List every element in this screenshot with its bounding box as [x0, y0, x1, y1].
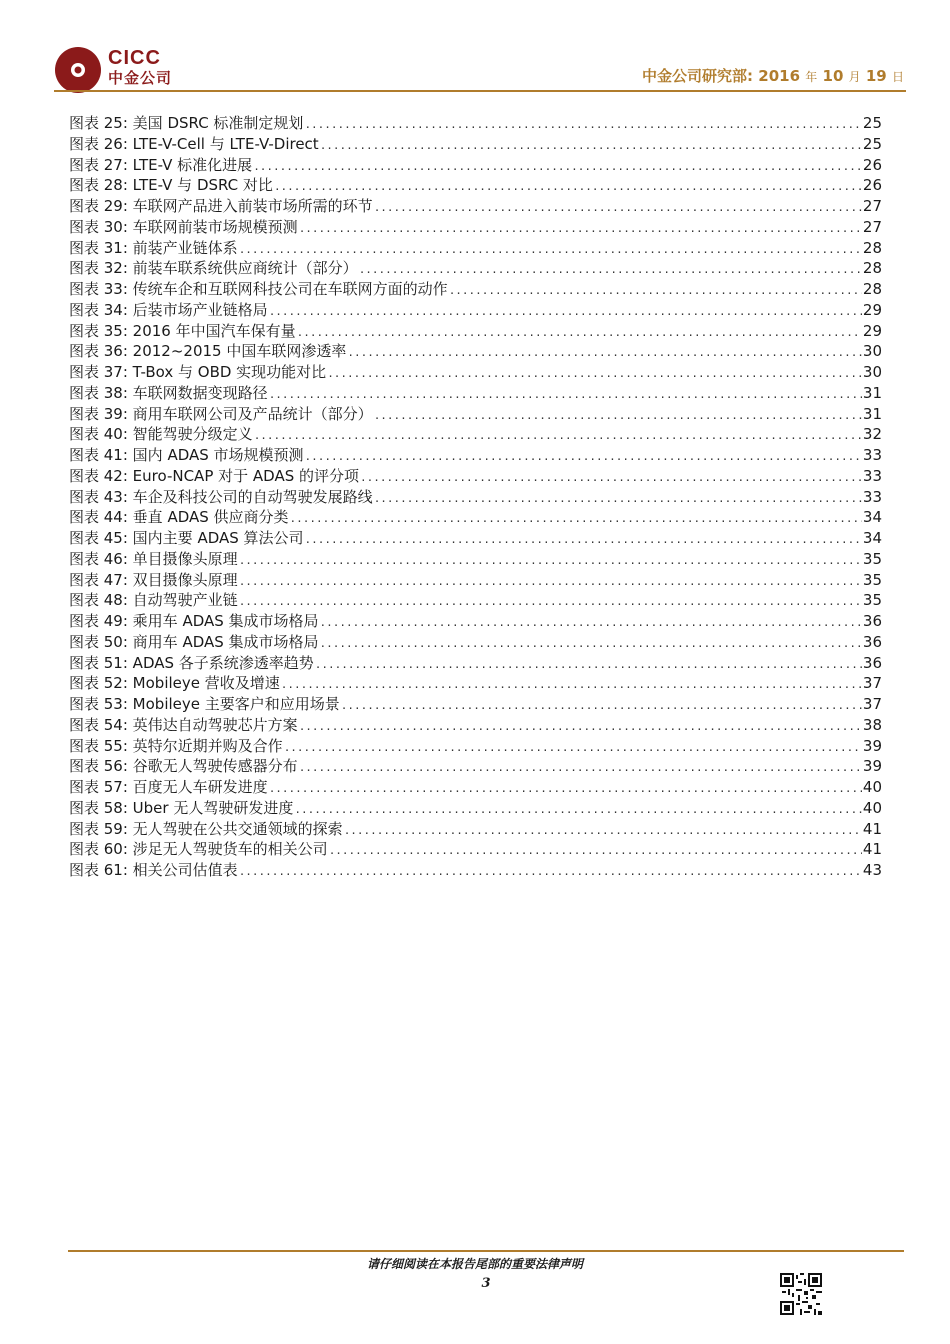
toc-entry-label: 图表 40: 智能驾驶分级定义 [69, 425, 253, 444]
toc-dot-leader [269, 779, 862, 800]
toc-dot-leader [315, 655, 862, 676]
toc-entry-page: 35 [862, 591, 882, 610]
toc-dot-leader [374, 198, 862, 219]
toc-dot-leader [253, 157, 862, 178]
department-date [642, 66, 904, 87]
toc-entry-page: 37 [862, 695, 882, 713]
toc-entry-page: 28 [862, 259, 882, 278]
toc-entry[interactable] [69, 341, 882, 362]
toc-entry-label: 图表 60: 涉足无人驾驶货车的相关公司 [69, 840, 328, 859]
toc-dot-leader [239, 862, 862, 883]
year-unit: 年 [805, 70, 818, 84]
toc-dot-leader [327, 364, 862, 385]
toc-dot-leader [329, 841, 862, 862]
toc-entry[interactable] [69, 653, 882, 674]
toc-entry[interactable] [69, 238, 882, 259]
table-of-figures [69, 113, 882, 881]
toc-entry-page: 30 [862, 363, 882, 381]
toc-entry-page: 25 [862, 134, 882, 153]
toc-entry-page: 35 [862, 549, 882, 568]
toc-dot-leader [299, 758, 862, 779]
toc-entry-page: 36 [862, 612, 882, 630]
toc-entry-label: 图表 46: 单目摄像头原理 [69, 549, 238, 568]
toc-dot-leader [284, 738, 862, 759]
toc-entry[interactable] [69, 777, 882, 798]
toc-entry-page: 28 [862, 280, 882, 298]
toc-entry-label: 图表 51: ADAS 各子系统渗透率趋势 [69, 653, 314, 672]
toc-entry[interactable] [69, 113, 882, 134]
toc-entry[interactable] [69, 445, 882, 466]
toc-dot-leader [374, 489, 862, 510]
toc-entry-label: 图表 31: 前装产业链体系 [69, 238, 238, 257]
toc-dot-leader [347, 343, 862, 364]
toc-entry-label: 图表 27: LTE-V 标准化进展 [69, 155, 253, 174]
toc-entry[interactable] [69, 321, 882, 342]
toc-entry[interactable] [69, 175, 882, 196]
toc-dot-leader [239, 551, 862, 572]
toc-dot-leader [239, 572, 862, 593]
toc-dot-leader [304, 115, 861, 136]
toc-entry-page: 34 [862, 529, 882, 547]
toc-entry-label: 图表 58: Uber 无人驾驶研发进度 [69, 798, 294, 817]
month-unit: 月 [848, 70, 861, 84]
toc-entry-page: 41 [862, 840, 882, 859]
toc-entry-page: 36 [862, 632, 882, 651]
toc-entry-page: 39 [862, 757, 882, 776]
toc-entry-label: 图表 26: LTE-V-Cell 与 LTE-V-Direct [69, 134, 319, 153]
date-day: 19 [865, 67, 887, 85]
toc-entry[interactable] [69, 217, 882, 238]
toc-entry-page: 43 [862, 861, 882, 879]
toc-entry[interactable] [69, 155, 882, 176]
toc-entry[interactable] [69, 528, 882, 549]
toc-entry-page: 28 [862, 238, 882, 257]
toc-entry[interactable] [69, 362, 882, 383]
toc-entry[interactable] [69, 632, 882, 653]
toc-dot-leader [305, 447, 862, 468]
toc-entry[interactable] [69, 507, 882, 528]
toc-dot-leader [269, 385, 862, 406]
toc-dot-leader [374, 406, 862, 427]
toc-entry-page: 35 [862, 570, 882, 589]
toc-entry-page: 27 [862, 217, 882, 236]
toc-dot-leader [297, 323, 862, 344]
toc-entry[interactable] [69, 694, 882, 715]
toc-entry[interactable] [69, 466, 882, 487]
header-divider [54, 90, 906, 92]
toc-entry-label: 图表 36: 2012~2015 中国车联网渗透率 [69, 342, 347, 361]
toc-dot-leader [290, 509, 862, 530]
brand-name-cn: 中金公司 [108, 69, 173, 87]
toc-entry[interactable] [69, 134, 882, 155]
toc-entry-label: 图表 43: 车企及科技公司的自动驾驶发展路线 [69, 487, 373, 506]
toc-entry-page: 33 [862, 446, 882, 464]
toc-entry-page: 27 [862, 197, 882, 215]
toc-dot-leader [341, 696, 862, 717]
toc-entry[interactable] [69, 383, 882, 404]
toc-entry-page: 40 [862, 778, 882, 796]
toc-entry[interactable] [69, 404, 882, 425]
toc-entry-label: 图表 41: 国内 ADAS 市场规模预测 [69, 446, 304, 464]
toc-entry-label: 图表 48: 自动驾驶产业链 [69, 591, 238, 610]
page-number: 3 [481, 1276, 491, 1291]
toc-entry-page: 31 [862, 404, 882, 423]
toc-entry-page: 34 [862, 508, 882, 527]
toc-entry[interactable] [69, 258, 882, 279]
toc-entry-label: 图表 55: 英特尔近期并购及合作 [69, 736, 283, 755]
toc-entry-page: 39 [862, 736, 882, 755]
toc-entry-label: 图表 28: LTE-V 与 DSRC 对比 [69, 176, 273, 195]
toc-dot-leader [320, 634, 862, 655]
toc-entry-label: 图表 52: Mobileye 营收及增速 [69, 674, 280, 693]
page-header [0, 0, 950, 96]
toc-dot-leader [344, 821, 862, 842]
toc-entry[interactable] [69, 736, 882, 757]
toc-entry-label: 图表 44: 垂直 ADAS 供应商分类 [69, 508, 289, 527]
toc-entry[interactable] [69, 839, 882, 860]
footer-divider [68, 1250, 904, 1252]
brand-name-en: CICC [108, 47, 161, 69]
toc-entry-page: 38 [862, 715, 882, 734]
toc-entry[interactable] [69, 424, 882, 445]
toc-entry[interactable] [69, 300, 882, 321]
toc-entry-label: 图表 56: 谷歌无人驾驶传感器分布 [69, 757, 298, 776]
toc-dot-leader [294, 800, 862, 821]
toc-entry-page: 33 [862, 466, 882, 485]
toc-entry-label: 图表 50: 商用车 ADAS 集成市场格局 [69, 632, 319, 651]
toc-entry-label: 图表 45: 国内主要 ADAS 算法公司 [69, 529, 304, 547]
toc-dot-leader [320, 136, 862, 157]
toc-entry-page: 41 [862, 819, 882, 838]
toc-entry[interactable] [69, 860, 882, 881]
toc-entry-label: 图表 34: 后装市场产业链格局 [69, 300, 268, 319]
toc-entry-page: 40 [862, 798, 882, 817]
toc-entry-page: 33 [862, 487, 882, 506]
toc-entry-label: 图表 37: T-Box 与 OBD 实现功能对比 [69, 363, 327, 381]
toc-entry-label: 图表 42: Euro-NCAP 对于 ADAS 的评分项 [69, 466, 360, 485]
toc-dot-leader [274, 177, 862, 198]
toc-dot-leader [305, 530, 862, 551]
toc-dot-leader [281, 675, 862, 696]
toc-entry[interactable] [69, 196, 882, 217]
toc-entry-label: 图表 38: 车联网数据变现路径 [69, 383, 268, 402]
toc-dot-leader [359, 260, 862, 281]
toc-entry-page: 26 [862, 176, 882, 195]
legal-disclaimer: 请仔细阅读在本报告尾部的重要法律声明 [366, 1257, 583, 1271]
toc-entry[interactable] [69, 570, 882, 591]
toc-dot-leader [239, 240, 862, 261]
toc-entry[interactable] [69, 279, 882, 300]
toc-entry[interactable] [69, 487, 882, 508]
toc-entry-label: 图表 57: 百度无人车研发进度 [69, 778, 268, 796]
toc-entry-page: 30 [862, 342, 882, 361]
toc-entry-label: 图表 30: 车联网前装市场规模预测 [69, 217, 298, 236]
date-year: 2016 [758, 67, 801, 85]
toc-entry-label: 图表 47: 双目摄像头原理 [69, 570, 238, 589]
toc-dot-leader [239, 592, 862, 613]
toc-entry-page: 31 [862, 383, 882, 402]
toc-entry-label: 图表 39: 商用车联网公司及产品统计（部分） [69, 404, 373, 423]
day-unit: 日 [891, 70, 904, 84]
toc-entry-page: 37 [862, 674, 882, 693]
cicc-logo-icon [54, 46, 102, 94]
toc-entry[interactable] [69, 673, 882, 694]
toc-entry-label: 图表 35: 2016 年中国汽车保有量 [69, 321, 296, 340]
toc-entry-page: 26 [862, 155, 882, 174]
toc-entry[interactable] [69, 590, 882, 611]
toc-entry-label: 图表 32: 前装车联系统供应商统计（部分） [69, 259, 358, 278]
toc-entry-page: 29 [862, 321, 882, 340]
toc-entry-label: 图表 59: 无人驾驶在公共交通领域的探索 [69, 819, 343, 838]
toc-entry-page: 32 [862, 425, 882, 444]
toc-entry[interactable] [69, 611, 882, 632]
toc-dot-leader [299, 717, 862, 738]
toc-dot-leader [254, 426, 862, 447]
toc-entry-page: 29 [862, 300, 882, 319]
toc-entry-label: 图表 29: 车联网产品进入前装市场所需的环节 [69, 197, 373, 215]
toc-entry-page: 25 [862, 114, 882, 132]
department-name: 中金公司研究部: [642, 67, 754, 85]
qr-code-icon [780, 1273, 822, 1315]
toc-entry-label: 图表 53: Mobileye 主要客户和应用场景 [69, 695, 340, 713]
toc-entry-label: 图表 61: 相关公司估值表 [69, 861, 238, 879]
toc-entry[interactable] [69, 549, 882, 570]
toc-dot-leader [299, 219, 862, 240]
toc-entry-label: 图表 54: 英伟达自动驾驶芯片方案 [69, 715, 298, 734]
toc-dot-leader [360, 468, 862, 489]
toc-dot-leader [269, 302, 862, 323]
toc-entry[interactable] [69, 756, 882, 777]
toc-entry[interactable] [69, 798, 882, 819]
toc-dot-leader [449, 281, 862, 302]
date-month: 10 [822, 67, 844, 85]
toc-entry-label: 图表 49: 乘用车 ADAS 集成市场格局 [69, 612, 319, 630]
toc-entry-page: 36 [862, 653, 882, 672]
toc-entry-label: 图表 33: 传统车企和互联网科技公司在车联网方面的动作 [69, 280, 448, 298]
toc-dot-leader [320, 613, 862, 634]
toc-entry-label: 图表 25: 美国 DSRC 标准制定规划 [69, 114, 304, 132]
toc-entry[interactable] [69, 819, 882, 840]
toc-entry[interactable] [69, 715, 882, 736]
